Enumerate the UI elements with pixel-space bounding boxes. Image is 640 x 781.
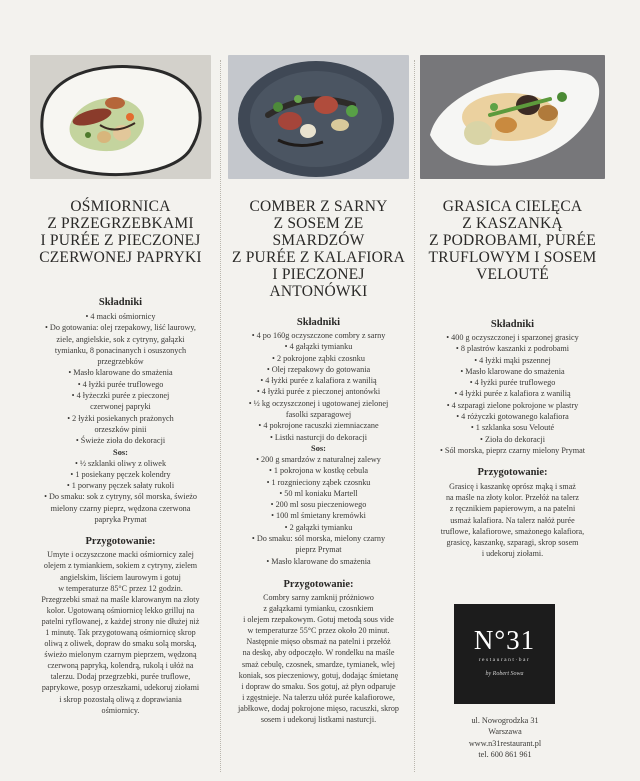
recipe-column-venison [228,55,409,725]
dish-photo-octopus [30,55,211,179]
list-item: • Listki nasturcji do dekoracji [270,432,367,442]
list-item: • Masło klarowane do smażenia [68,368,173,378]
list-item: • 4 łyżki purée truflowego [77,379,164,389]
list-item: • 4 łyżeczki purée z pieczonej [71,391,170,401]
list-item: ziele, angielskie, sok z cytryny, gałązki [56,334,185,344]
list-item: • Zioła do dekoracji [480,434,545,444]
list-item: • Do smaku: sól morska, mielony czarny [251,534,386,544]
list-item: • Sól morska, pieprz czarny mielony Prymat [440,445,585,455]
ingredients-heading: Składniki [98,297,143,308]
recipe-title: GRASICA CIELĘCA Z KASZANKĄ Z PODROBAMI, PURÉE TRUFLOWYM I SOSEM VELOUTÉ [428,198,597,283]
logo-title: N°31 [473,625,536,655]
preparation-text: Umyte i oczyszczone macki ośmiornicy zalej olejem z tymiankiem, sokiem z cytryny, zielem angielskim, liściem laurowym i gotuj w temperaturze 85°C przez 12 godzin. Przegrzebki smaż na maśle klarowanym na złoty kolor. Ugotowaną ośmiornicę lekko grilluj na patelni ryflowanej, z każdej strony nie dłużej niż 1 minutę. Tak przygotowaną ośmiornicę skrop oliwą z oliwek, dopraw do smaku solą morską, świeżo mielonym czarnym pieprzem, wędzoną czerwoną papryką, kolendrą, rukolą i ułóż na talerzu. Dodaj przegrzebki, purée truflowe, paprykowe, posyp orzeszkami, udekoruj ziołami i skrop pozostałą oliwą z doprawiania ośmiornicy. [41,550,200,715]
ingredients-list [228,330,409,443]
list-item: • 1 posiekany pęczek kolendry [70,469,171,479]
list-item: • 1 szklanka sosu Velouté [470,423,555,433]
column-divider [220,60,221,772]
list-item: • ½ szklanki oliwy z oliwek [74,458,167,468]
ingredients-heading: Składniki [296,317,341,328]
recipe-column-sweetbread [420,55,605,559]
list-item: papryka Prymat [94,515,147,525]
preparation-text: Grasicę i kaszankę oprósz mąką i smaż na maśle na złoty kolor. Przełóż na talerz z ręcznikiem papierowym, a na patelni usmaż kalafiora. Na talerz nałóż purée truflowe, kalafiorowe, smażonego kalafiora, grasicę, kaszankę, szparagi, skrop sosem i udekoruj ziołami. [440,482,585,558]
list-item: • 1 pokrojona w kostkę cebula [268,466,369,476]
list-item: • 4 macki ośmiornicy [85,312,156,321]
website-link[interactable]: www.n31restaurant.pl [468,738,542,748]
list-item: • Do gotowania: olej rzepakowy, liść laurowy, [45,323,196,333]
preparation-text: Combry sarny zamknij próżniowo z gałązkami tymianku, czosnkiem i olejem rzepakowym. Gotuj metodą sous vide w temperaturze 55°C przez około 20 minut. Następnie mięso obsmaż na patelni i przełóż na deskę, aby odpoczęło. W rondelku na maśle smaż cebulę, czosnek, smardze, tymianek, wlej koniak, sos pieczeniowy, gotuj, dodając śmietanę i dopraw do smaku. Sos gotuj, aż płyn odparuje i zgęstnieje. Na talerzu ułóż purée kalafiorowe, jabłkowe, dodaj pokrojone mięso, racuszki, skrop sosem i udekoruj listkami nasturcji. [238,592,399,724]
list-item: orzeszków pinii [94,424,147,434]
list-item: • 4 różyczki gotowanego kalafiora [456,412,569,422]
list-item: • 200 g smardzów z naturalnej zalewy [256,454,381,464]
list-item: • Masło klarowane do smażenia [460,366,565,376]
list-item: • Olej rzepakowy do gotowania [266,364,371,374]
list-item: • 4 gałązki tymianku [284,342,353,352]
ingredients-heading: Składniki [490,319,535,330]
sauce-list [30,458,211,526]
list-item: • 2 gałązki tymianku [284,522,353,532]
list-item: • Świeże zioła do dekoracji [75,436,166,446]
contact-info [440,715,570,761]
list-item: tymianku, 8 ponacinanych i osuszonych [54,345,187,355]
list-item: • 1 porwany pęczek sałaty rukoli [66,481,175,491]
list-item: • Do smaku: sok z cytryny, sól morska, świeżo [44,492,197,502]
preparation-heading: Przygotowanie: [85,536,156,548]
list-item: • 4 łyżki purée z pieczonej antonówki [256,387,381,397]
sauce-heading: Sos: [113,447,128,457]
list-item: czerwonej papryki [90,402,151,412]
logo-signature: by Robert Sowa [485,671,524,677]
list-item: • 4 łyżki purée z kalafiora z wanilią [454,389,571,399]
list-item: • 2 łyżki posiekanych prażonych [67,413,174,423]
city: Warszawa [488,727,522,737]
sauce-heading: Sos: [311,443,326,453]
address: ul. Nowogrodzka 31 [471,716,539,725]
list-item: • 4 po 160g oczyszczone combry z sarny [251,331,386,340]
list-item: • 100 ml śmietany kremówki [271,511,366,521]
list-item: • ½ kg oczyszczonej i ugotowanej zielonej [248,398,389,408]
list-item: • 4 łyżki purée truflowego [469,378,556,388]
list-item: • Masło klarowane do smażenia [266,556,371,566]
sauce-list [228,454,409,567]
list-item: • 1 rozgnieciony ząbek czosnku [266,477,371,487]
phone[interactable]: tel. 600 861 961 [478,750,532,760]
preparation-heading: Przygotowanie: [283,578,354,590]
ingredients-list [30,311,211,447]
list-item: • 2 pokrojone ząbki czosnku [272,353,365,363]
recipe-title: OŚMIORNICA Z PRZEGRZEBKAMI I PURÉE Z PIECZONEJ CZERWONEJ PAPRYKI [39,198,202,266]
list-item: przegrzebków [97,357,144,367]
dish-photo-sweetbread [420,55,605,179]
logo-subtitle: restaurant·bar [478,657,531,663]
list-item: • 4 szparagi zielone pokrojone w plastry [446,400,579,410]
preparation-heading: Przygotowanie: [477,467,548,479]
column-divider [414,60,415,772]
list-item: fasolki szparagowej [285,410,352,420]
restaurant-logo [454,604,555,704]
dish-photo-venison [228,55,409,179]
list-item: • 4 łyżki purée z kalafiora z wanilią [260,376,377,386]
list-item: • 4 pokrojone racuszki ziemniaczane [258,421,379,431]
recipe-title: COMBER Z SARNY Z SOSEM ZE SMARDZÓW Z PURÉE Z KALAFIORA I PIECZONEJ ANTONÓWKI [231,198,405,300]
ingredients-list [420,332,605,456]
list-item: mielony czarny pieprz, wędzona czerwona [50,503,191,513]
list-item: • 400 g oczyszczonej i sparzonej grasicy [446,333,579,342]
recipe-column-octopus [30,55,211,716]
list-item: • 4 łyżki mąki pszennej [474,355,551,365]
list-item: • 200 ml sosu pieczeniowego [270,500,367,510]
list-item: • 8 plastrów kaszanki z podrobami [455,344,570,354]
list-item: • 50 ml koniaku Martell [279,488,358,498]
list-item: pieprz Prymat [295,545,342,555]
